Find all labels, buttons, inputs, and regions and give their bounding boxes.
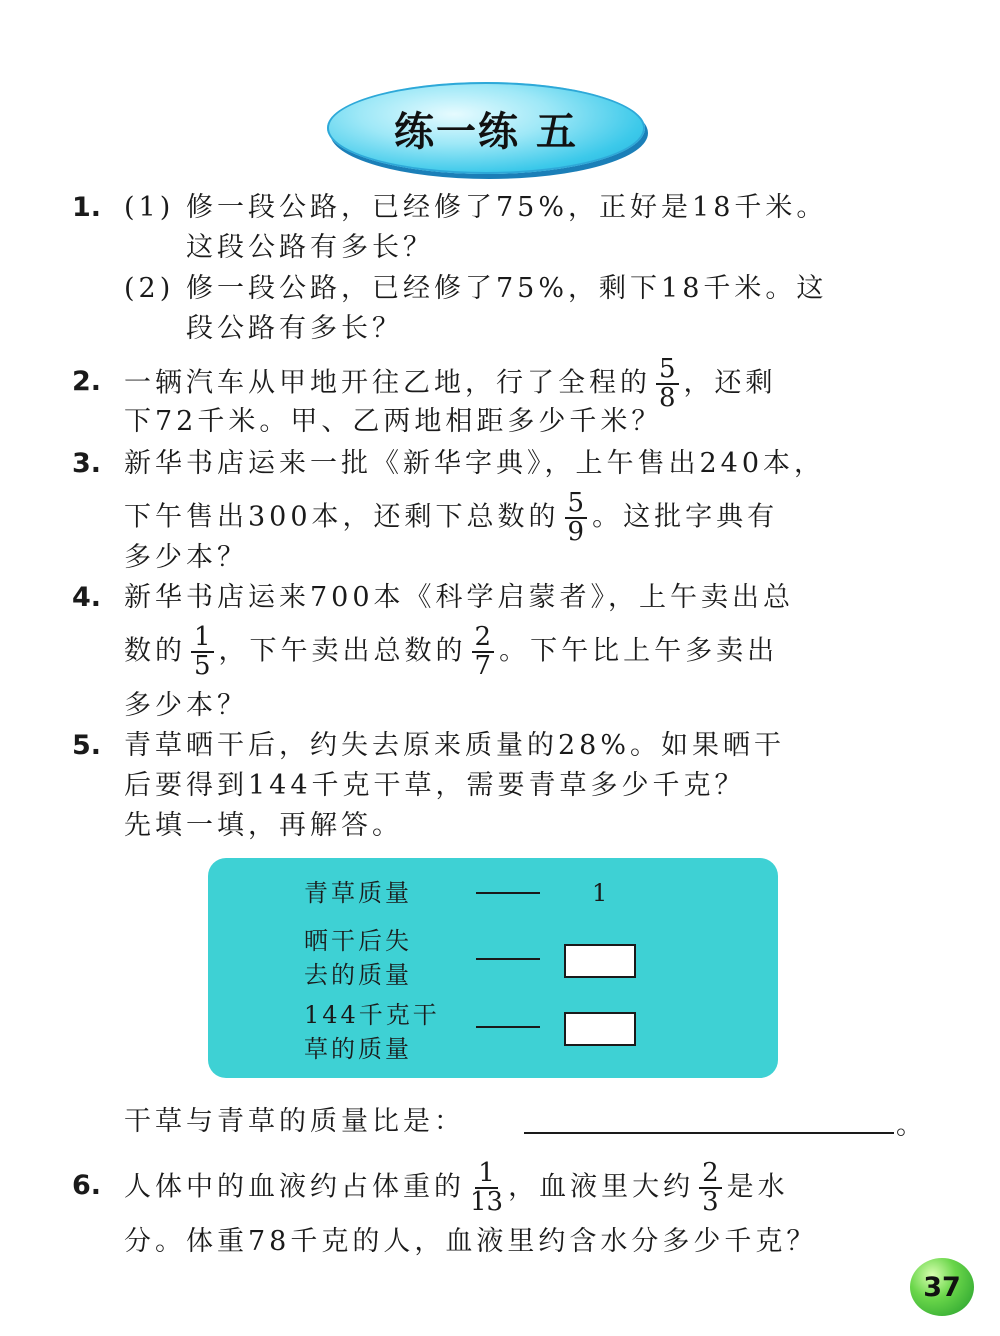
fraction-numerator: 1: [191, 624, 214, 653]
problem-6-line2: 分。体重78千克的人，血液里约含水分多少千克？: [124, 1226, 818, 1257]
table-row3-label-line1: 144千克干: [304, 1001, 440, 1029]
problem-5-line3: 先填一填，再解答。: [124, 810, 403, 841]
answer-box-hay-mass[interactable]: [564, 1012, 636, 1046]
problem-5-line1: 青草晒干后，约失去原来质量的28%。如果晒干: [124, 730, 786, 761]
page-title: 练一练 五: [394, 108, 578, 155]
fraction: [472, 624, 495, 680]
table-row2-dash: [476, 958, 540, 960]
problem-6-text-a: 人体中的血液约占体重的: [124, 1171, 465, 1203]
fraction-denominator: 7: [474, 651, 492, 681]
problem-1-sub1-tag: (1): [124, 192, 175, 223]
fraction: [470, 1160, 503, 1216]
page-number: 37: [923, 1271, 961, 1303]
fraction: [699, 1160, 722, 1216]
fraction-denominator: 5: [194, 651, 211, 681]
fraction-denominator: 9: [567, 517, 585, 547]
problem-4-text-b: ，下午卖出总数的: [218, 635, 467, 667]
problem-1-sub2-line1: 修一段公路，已经修了75%，剩下18千米。这: [186, 273, 828, 304]
problem-5-number: 5.: [72, 730, 102, 761]
problem-6-text-b: ，血液里大约: [508, 1171, 695, 1203]
problem-3-text-a: 下午售出300本，还剩下总数的: [124, 501, 560, 533]
problem-6-line1: [124, 1160, 789, 1216]
problem-2-line2: 下72千米。甲、乙两地相距多少千米？: [124, 406, 663, 437]
answer-box-lost-mass[interactable]: [564, 944, 636, 978]
fraction-numerator: 2: [699, 1160, 722, 1189]
table-row2-label-line1: 晒干后失: [304, 927, 412, 955]
problem-6-number: 6.: [72, 1170, 102, 1201]
problem-2-number: 2.: [72, 366, 102, 397]
ratio-end-mark: 。: [896, 1110, 927, 1141]
problem-5-line2: 后要得到144千克干草，需要青草多少千克？: [124, 770, 746, 801]
problem-2-text-a: 一辆汽车从甲地开往乙地，行了全程的: [124, 367, 651, 399]
problem-4-line3: 多少本？: [124, 690, 248, 721]
title-banner: [327, 82, 645, 174]
fraction-numerator: 2: [472, 624, 495, 653]
problem-4-text-a: 数的: [124, 635, 186, 667]
problem-6-text-c: 是水: [726, 1171, 789, 1203]
problem-1-sub1-line2: 这段公路有多长？: [186, 232, 434, 263]
problem-4-text-c: 。下午比上午多卖出: [499, 635, 779, 667]
problem-1-number: 1.: [72, 192, 102, 223]
problem-1-sub1-line1: 修一段公路，已经修了75%，正好是18千米。: [186, 192, 828, 223]
fraction: [191, 624, 214, 680]
table-row1-dash: [476, 892, 540, 894]
problem-2-text-b: ，还剩: [683, 367, 777, 399]
fraction-numerator: 5: [565, 490, 588, 519]
table-row3-label-line2: 草的质量: [304, 1035, 412, 1063]
fraction-numerator: 1: [475, 1160, 498, 1189]
problem-3-number: 3.: [72, 448, 102, 479]
problem-4-number: 4.: [72, 582, 102, 613]
fraction: [565, 490, 588, 546]
ratio-prompt: 干草与青草的质量比是：: [124, 1106, 465, 1137]
table-row2-label-line2: 去的质量: [304, 961, 412, 989]
problem-4-line1: 新华书店运来700本《科学启蒙者》，上午卖出总: [124, 582, 795, 613]
table-row1-label: 青草质量: [304, 879, 412, 907]
problem-1-sub2-line2: 段公路有多长？: [186, 313, 403, 344]
fraction-denominator: 8: [659, 383, 676, 413]
table-row3-dash: [476, 1026, 540, 1028]
problem-3-line1: 新华书店运来一批《新华字典》，上午售出240本，: [124, 448, 826, 479]
fraction-numerator: 5: [656, 356, 679, 385]
problem-3-text-b: 。这批字典有: [592, 501, 779, 533]
fraction-denominator: 3: [702, 1187, 719, 1217]
fraction-denominator: 13: [470, 1187, 504, 1217]
fill-in-table: [208, 858, 778, 1078]
problem-1-sub2-tag: (2): [124, 273, 175, 304]
ratio-answer-blank[interactable]: [524, 1132, 894, 1134]
problem-4-line2: [124, 624, 778, 680]
table-row1-value: 1: [592, 879, 611, 907]
problem-3-line3: 多少本？: [124, 542, 248, 573]
page-number-badge: [910, 1258, 974, 1316]
